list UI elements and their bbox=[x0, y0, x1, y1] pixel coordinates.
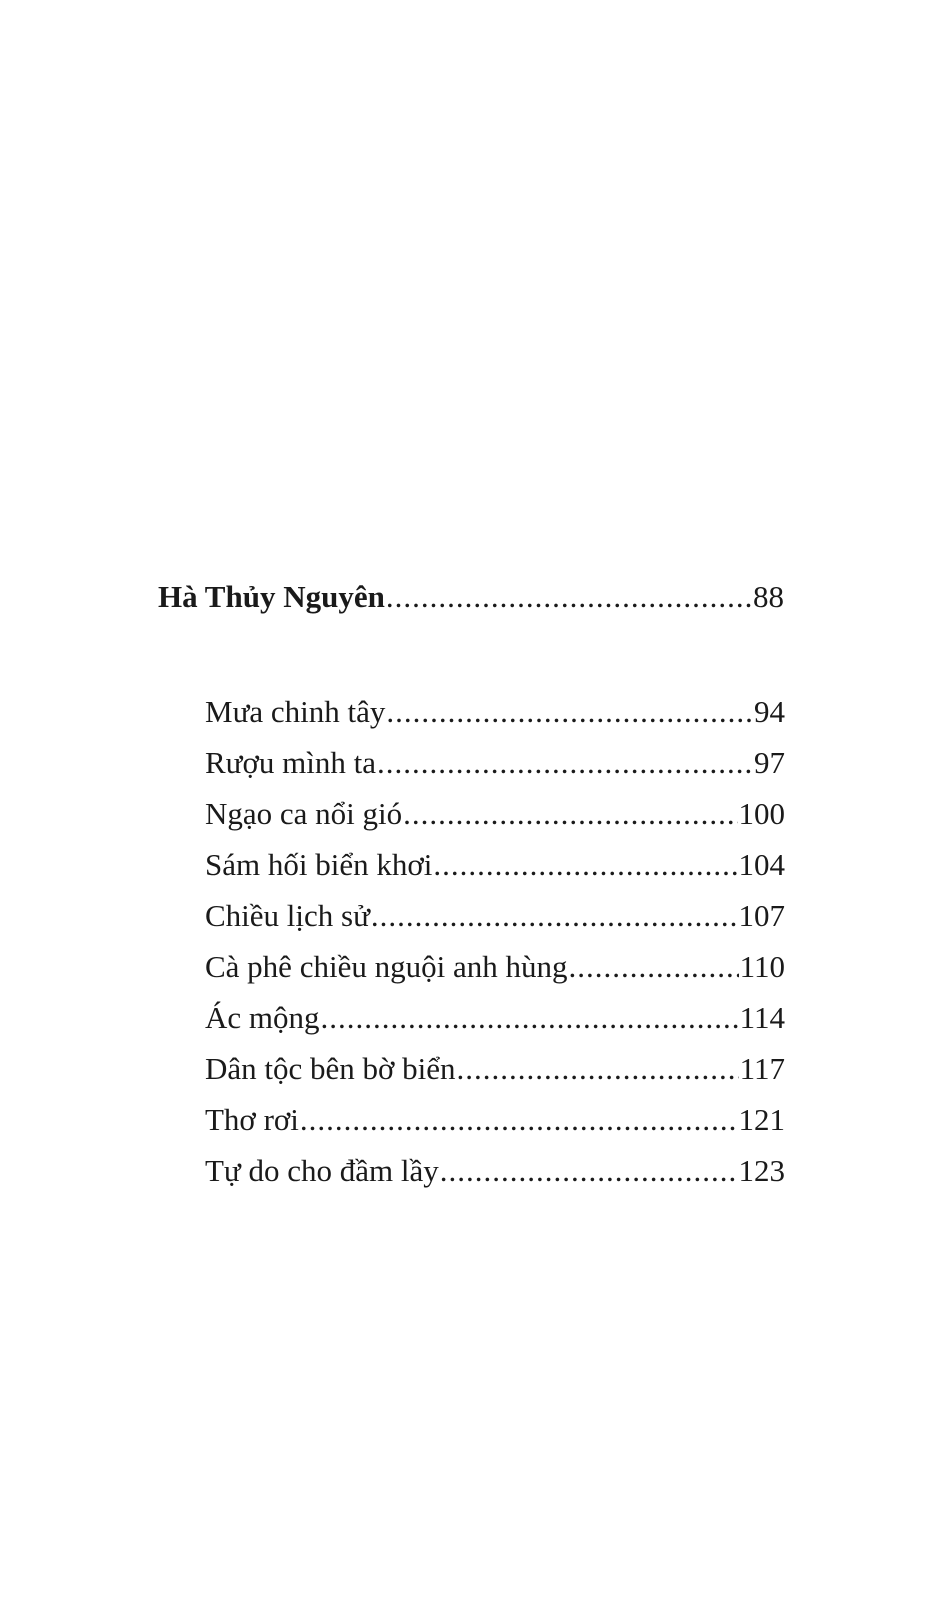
entry-title: Tự do cho đầm lầy bbox=[205, 1153, 439, 1188]
toc-entry bbox=[205, 998, 785, 1049]
dot-leader bbox=[321, 998, 739, 1038]
entry-title: Ngạo ca nổi gió bbox=[205, 796, 403, 831]
entry-page-number: 110 bbox=[739, 949, 785, 984]
toc-entry bbox=[205, 1049, 785, 1100]
entry-title: Cà phê chiều nguội anh hùng bbox=[205, 949, 568, 984]
entry-page-number: 117 bbox=[739, 1051, 785, 1086]
entry-page-number: 123 bbox=[738, 1153, 785, 1188]
entry-page-number: 104 bbox=[738, 847, 785, 882]
toc-entry bbox=[205, 896, 785, 947]
toc-entry bbox=[205, 743, 785, 794]
section-title: Hà Thủy Nguyên bbox=[158, 579, 385, 614]
toc-entry bbox=[205, 845, 785, 896]
dot-leader bbox=[386, 692, 753, 732]
entry-title: Sám hối biển khơi bbox=[205, 847, 433, 882]
entry-page-number: 121 bbox=[738, 1102, 785, 1137]
dot-leader bbox=[377, 743, 753, 783]
toc-entry-list bbox=[205, 692, 785, 1202]
dot-leader bbox=[403, 794, 737, 834]
entry-title: Mưa chinh tây bbox=[205, 694, 386, 729]
entry-page-number: 114 bbox=[739, 1000, 785, 1035]
toc-entry bbox=[205, 947, 785, 998]
toc-entry bbox=[205, 1151, 785, 1202]
dot-leader bbox=[568, 947, 738, 987]
section-page-number: 88 bbox=[753, 579, 784, 614]
dot-leader bbox=[433, 845, 737, 885]
dot-leader bbox=[457, 1049, 739, 1089]
entry-title: Chiều lịch sử bbox=[205, 898, 370, 933]
toc-entry bbox=[205, 1100, 785, 1151]
entry-title: Rượu mình ta bbox=[205, 745, 376, 780]
entry-page-number: 107 bbox=[738, 898, 785, 933]
entry-title: Dân tộc bên bờ biển bbox=[205, 1051, 456, 1086]
dot-leader bbox=[300, 1100, 738, 1140]
entry-page-number: 97 bbox=[754, 745, 785, 780]
dot-leader bbox=[371, 896, 738, 936]
dot-leader bbox=[386, 577, 752, 617]
entry-page-number: 100 bbox=[738, 796, 785, 831]
toc-section-heading bbox=[158, 577, 784, 617]
entry-title: Ác mộng bbox=[205, 1000, 320, 1035]
entry-title: Thơ rơi bbox=[205, 1102, 299, 1137]
toc-entry bbox=[205, 692, 785, 743]
entry-page-number: 94 bbox=[754, 694, 785, 729]
dot-leader bbox=[440, 1151, 738, 1191]
toc-entry bbox=[205, 794, 785, 845]
